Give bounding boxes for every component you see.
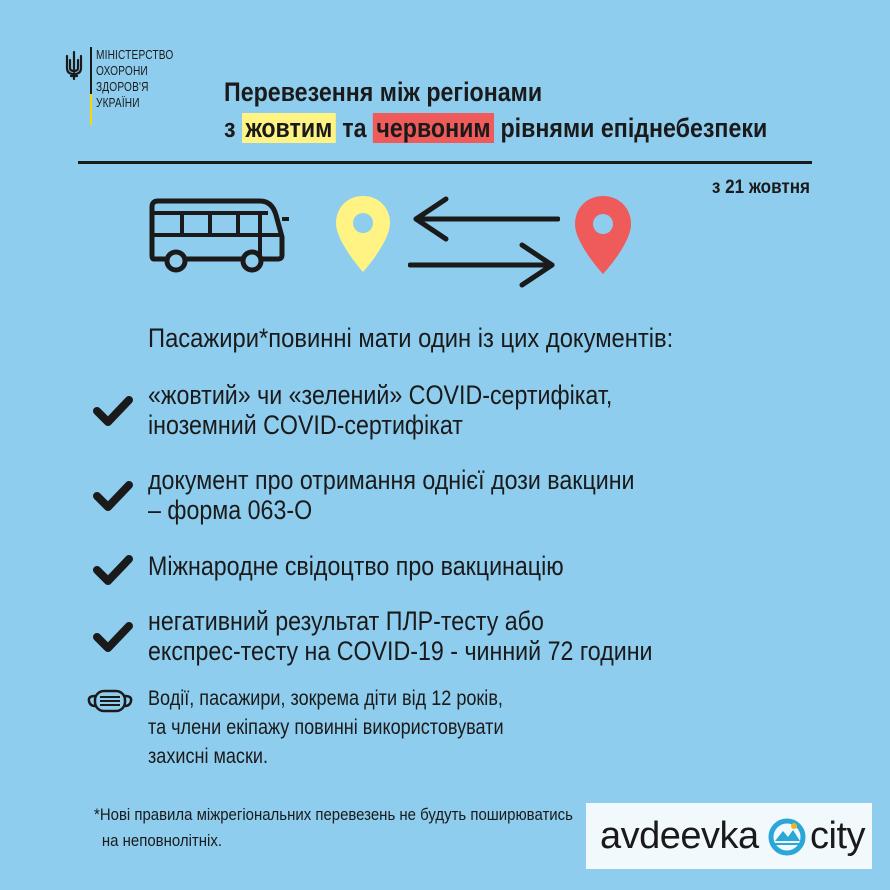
bus-icon: [148, 197, 290, 273]
document-text: [148, 380, 612, 440]
document-line-1: Міжнародне свідоцтво про вакцинацію: [148, 551, 564, 581]
title-line-1: Перевезення між регіонами: [224, 77, 543, 107]
red-location-pin-icon: [572, 194, 634, 276]
documents-heading: Пасажири*повинні мати один із цих документів:: [148, 323, 674, 353]
title-line-2: [224, 110, 767, 146]
footnote: [94, 802, 638, 854]
mask-note-line-1: Водії, пасажири, зокрема діти від 12 років,: [148, 687, 503, 710]
checkmark-icon: [92, 620, 134, 654]
footnote-line-1: *Нові правила міжрегіональних перевезень не будуть поширюватись: [94, 805, 573, 824]
ministry-line-4: УКРАЇНИ: [96, 95, 140, 110]
ministry-line-1: МІНІСТЕРСТВО: [96, 47, 174, 62]
watermark-text-right: city: [810, 815, 865, 857]
document-text: [148, 465, 635, 525]
trident-icon: [64, 50, 84, 80]
document-line-2: іноземний COVID-сертифікат: [148, 410, 463, 440]
mask-note: [148, 684, 561, 771]
face-mask-icon: [87, 687, 133, 715]
document-line-1: негативний результат ПЛР-тесту або: [148, 606, 544, 636]
title-divider: [78, 161, 812, 164]
red-highlight: червоним: [373, 113, 494, 143]
ministry-name: [90, 47, 195, 111]
mask-note-line-2: та члени екіпажу повинні використовувати: [148, 716, 504, 739]
right-arrow-icon: [408, 241, 560, 289]
document-line-2: – форма 063-О: [148, 495, 313, 525]
yellow-highlight: жовтим: [242, 113, 336, 143]
watermark-text-left: avdeevka: [600, 815, 759, 857]
left-arrow-icon: [408, 195, 560, 243]
checkmark-icon: [92, 553, 134, 587]
ministry-line-3: ЗДОРОВ'Я: [96, 79, 149, 94]
effective-date: з 21 жовтня: [711, 177, 810, 198]
yellow-location-pin-icon: [333, 194, 393, 274]
document-line-1: документ про отримання однієї дози вакцини: [148, 465, 635, 495]
mask-note-line-3: захисні маски.: [148, 745, 268, 768]
title-prefix: з: [224, 113, 243, 143]
ministry-line-2: ОХОРОНИ: [96, 63, 148, 78]
document-line-2: експрес-тесту на COVID-19 - чинний 72 години: [148, 636, 653, 666]
footnote-line-2: на неповнолітніх.: [101, 831, 222, 850]
watermark: [586, 803, 872, 869]
page-title: [224, 74, 856, 146]
ministry-yellow-accent: [90, 94, 92, 125]
watermark-logo-icon: [764, 817, 810, 857]
checkmark-icon: [92, 479, 134, 513]
document-text: [148, 606, 653, 666]
title-suffix: рівнями епіднебезпеки: [494, 113, 768, 143]
checkmark-icon: [92, 394, 134, 428]
document-line-1: «жовтий» чи «зелений» COVID-сертифікат,: [148, 380, 613, 410]
document-text: [148, 551, 564, 581]
title-mid: та: [335, 113, 373, 143]
